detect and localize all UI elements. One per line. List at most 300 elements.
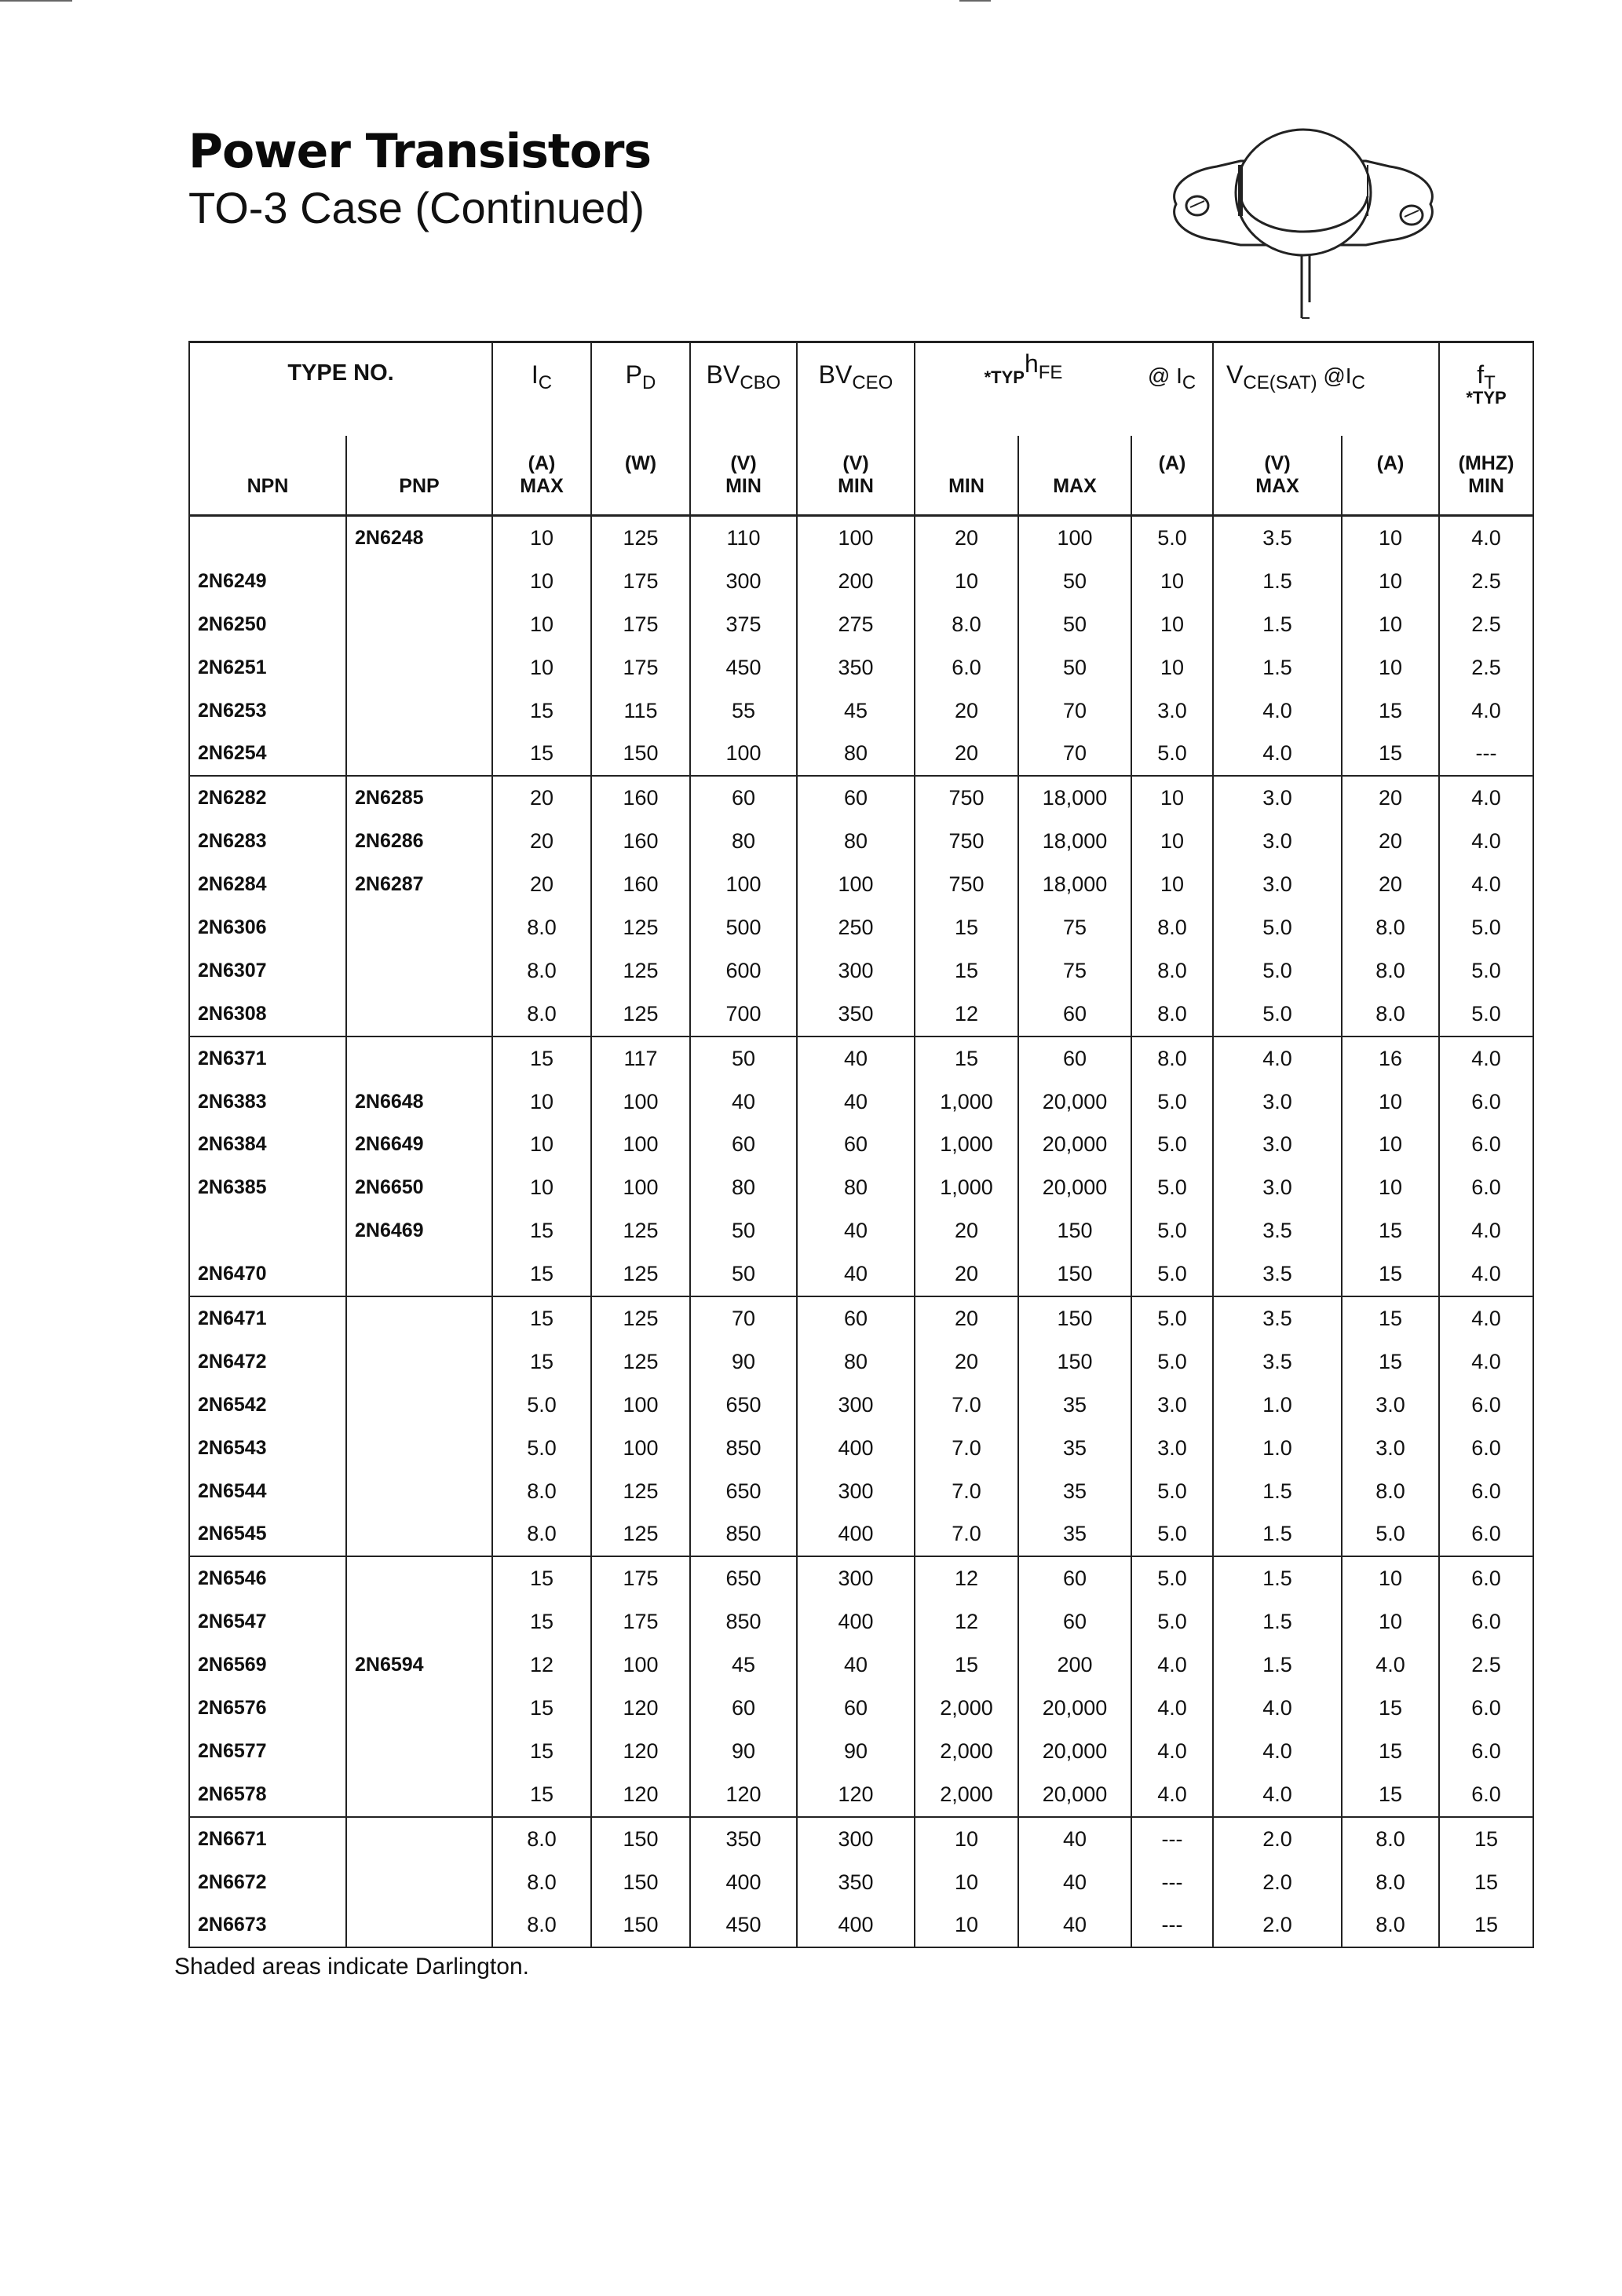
cell-npn: 2N6251 bbox=[189, 646, 346, 689]
cell-ft: 5.0 bbox=[1439, 993, 1533, 1036]
unit-vce-sat: (V) bbox=[1213, 436, 1342, 475]
cell-vce-ic: 8.0 bbox=[1342, 993, 1439, 1036]
cell-pnp bbox=[346, 732, 492, 776]
cell-pd: 150 bbox=[591, 1861, 690, 1904]
cell-bvceo: 40 bbox=[797, 1036, 915, 1080]
cell-pnp bbox=[346, 993, 492, 1036]
cell-bvceo: 100 bbox=[797, 863, 915, 906]
limit-hfe-max: MAX bbox=[1018, 475, 1131, 516]
cell-ic: 10 bbox=[492, 1166, 591, 1209]
cell-hfe-max: 40 bbox=[1018, 1817, 1131, 1861]
cell-ft: 6.0 bbox=[1439, 1470, 1533, 1513]
cell-vce-ic: 8.0 bbox=[1342, 1817, 1439, 1861]
cell-npn: 2N6544 bbox=[189, 1470, 346, 1513]
unit-pd: (W) bbox=[591, 436, 690, 475]
cell-vce-ic: 8.0 bbox=[1342, 1470, 1439, 1513]
table-row bbox=[189, 1512, 1533, 1556]
cell-hfe-max: 70 bbox=[1018, 732, 1131, 776]
table-row bbox=[189, 1296, 1533, 1340]
cell-npn: 2N6569 bbox=[189, 1643, 346, 1687]
cell-hfe-max: 20,000 bbox=[1018, 1773, 1131, 1817]
cell-hfe-max: 150 bbox=[1018, 1340, 1131, 1384]
unit-ft: (MHZ) bbox=[1439, 436, 1533, 475]
cell-bvceo: 400 bbox=[797, 1600, 915, 1643]
cell-bvceo: 300 bbox=[797, 1556, 915, 1600]
cell-ic: 10 bbox=[492, 646, 591, 689]
cell-at-ic: 5.0 bbox=[1131, 1209, 1213, 1252]
cell-ic: 8.0 bbox=[492, 1512, 591, 1556]
cell-bvcbo: 110 bbox=[690, 516, 797, 560]
header-blank bbox=[189, 436, 346, 475]
table-row bbox=[189, 1166, 1533, 1209]
cell-vce-ic: 10 bbox=[1342, 1080, 1439, 1124]
cell-bvceo: 300 bbox=[797, 1817, 915, 1861]
cell-hfe-min: 7.0 bbox=[915, 1512, 1018, 1556]
cell-npn: 2N6284 bbox=[189, 863, 346, 906]
table-row bbox=[189, 516, 1533, 560]
table-row bbox=[189, 1123, 1533, 1166]
cell-ft: 4.0 bbox=[1439, 1296, 1533, 1340]
cell-vce-ic: 8.0 bbox=[1342, 906, 1439, 949]
cell-bvcbo: 300 bbox=[690, 560, 797, 603]
cell-npn: 2N6307 bbox=[189, 949, 346, 993]
cell-at-ic: --- bbox=[1131, 1861, 1213, 1904]
table-row bbox=[189, 1209, 1533, 1252]
cell-hfe-max: 18,000 bbox=[1018, 863, 1131, 906]
cell-pd: 120 bbox=[591, 1730, 690, 1773]
cell-bvceo: 45 bbox=[797, 689, 915, 733]
cell-bvceo: 300 bbox=[797, 1470, 915, 1513]
cell-vce-ic: 15 bbox=[1342, 1773, 1439, 1817]
cell-bvcbo: 70 bbox=[690, 1296, 797, 1340]
cell-at-ic: 5.0 bbox=[1131, 1296, 1213, 1340]
footnote: Shaded areas indicate Darlington. bbox=[174, 1954, 529, 1980]
cell-vce-ic: 16 bbox=[1342, 1036, 1439, 1080]
cell-hfe-max: 35 bbox=[1018, 1427, 1131, 1470]
cell-at-ic: 5.0 bbox=[1131, 1080, 1213, 1124]
cell-pnp bbox=[346, 1036, 492, 1080]
limit-ft: MIN bbox=[1439, 475, 1533, 516]
cell-ic: 8.0 bbox=[492, 1817, 591, 1861]
cell-hfe-max: 20,000 bbox=[1018, 1166, 1131, 1209]
cell-at-ic: 5.0 bbox=[1131, 1470, 1213, 1513]
cell-ft: 6.0 bbox=[1439, 1556, 1533, 1600]
table-row bbox=[189, 1600, 1533, 1643]
cell-pd: 117 bbox=[591, 1036, 690, 1080]
cell-vce-ic: 10 bbox=[1342, 603, 1439, 646]
cell-vce-ic: 4.0 bbox=[1342, 1643, 1439, 1687]
cell-hfe-min: 750 bbox=[915, 820, 1018, 863]
cell-hfe-max: 150 bbox=[1018, 1209, 1131, 1252]
cell-bvcbo: 850 bbox=[690, 1512, 797, 1556]
cell-vce-sat: 2.0 bbox=[1213, 1817, 1342, 1861]
cell-bvcbo: 80 bbox=[690, 820, 797, 863]
cell-vce-sat: 3.0 bbox=[1213, 776, 1342, 820]
cell-npn: 2N6577 bbox=[189, 1730, 346, 1773]
table-row bbox=[189, 1730, 1533, 1773]
cell-ft: 6.0 bbox=[1439, 1730, 1533, 1773]
unit-bvcbo: (V) bbox=[690, 436, 797, 475]
cell-pd: 175 bbox=[591, 1556, 690, 1600]
cell-hfe-max: 150 bbox=[1018, 1296, 1131, 1340]
cell-pd: 100 bbox=[591, 1080, 690, 1124]
cell-vce-sat: 2.0 bbox=[1213, 1904, 1342, 1948]
cell-ic: 15 bbox=[492, 1600, 591, 1643]
cell-hfe-max: 100 bbox=[1018, 516, 1131, 560]
header-bvcbo: $BV_{CBO}$ bbox=[690, 342, 797, 437]
cell-bvceo: 400 bbox=[797, 1427, 915, 1470]
cell-pnp bbox=[346, 1296, 492, 1340]
cell-bvcbo: 60 bbox=[690, 1123, 797, 1166]
cell-bvcbo: 500 bbox=[690, 906, 797, 949]
cell-pd: 160 bbox=[591, 776, 690, 820]
cell-ft: 5.0 bbox=[1439, 949, 1533, 993]
cell-npn: 2N6470 bbox=[189, 1252, 346, 1296]
cell-bvceo: 60 bbox=[797, 1687, 915, 1730]
cell-hfe-min: 1,000 bbox=[915, 1080, 1018, 1124]
cell-hfe-max: 150 bbox=[1018, 1252, 1131, 1296]
cell-at-ic: 10 bbox=[1131, 863, 1213, 906]
cell-hfe-min: 15 bbox=[915, 1643, 1018, 1687]
table-row bbox=[189, 1427, 1533, 1470]
table-row bbox=[189, 646, 1533, 689]
cell-bvcbo: 400 bbox=[690, 1861, 797, 1904]
table-row bbox=[189, 1643, 1533, 1687]
cell-bvcbo: 50 bbox=[690, 1209, 797, 1252]
cell-bvceo: 400 bbox=[797, 1904, 915, 1948]
cell-pnp bbox=[346, 1861, 492, 1904]
cell-hfe-max: 60 bbox=[1018, 993, 1131, 1036]
header-pnp: PNP bbox=[346, 475, 492, 516]
header-at-ic: @ $I_C$ bbox=[1131, 342, 1213, 437]
cell-ft: 4.0 bbox=[1439, 1209, 1533, 1252]
cell-hfe-min: 7.0 bbox=[915, 1427, 1018, 1470]
cell-at-ic: 5.0 bbox=[1131, 1340, 1213, 1384]
cell-vce-sat: 1.5 bbox=[1213, 1643, 1342, 1687]
cell-at-ic: 8.0 bbox=[1131, 993, 1213, 1036]
table-row bbox=[189, 1904, 1533, 1948]
cell-ic: 15 bbox=[492, 1209, 591, 1252]
cell-pnp bbox=[346, 1687, 492, 1730]
header-type-no: TYPE NO. bbox=[189, 342, 492, 437]
cell-at-ic: 5.0 bbox=[1131, 1556, 1213, 1600]
cell-ic: 15 bbox=[492, 1556, 591, 1600]
cell-pnp: 2N6648 bbox=[346, 1080, 492, 1124]
cell-bvcbo: 50 bbox=[690, 1252, 797, 1296]
cell-ic: 10 bbox=[492, 1080, 591, 1124]
cell-hfe-min: 6.0 bbox=[915, 646, 1018, 689]
cell-bvceo: 60 bbox=[797, 1296, 915, 1340]
cell-vce-sat: 5.0 bbox=[1213, 993, 1342, 1036]
cell-pnp bbox=[346, 1252, 492, 1296]
cell-hfe-max: 60 bbox=[1018, 1556, 1131, 1600]
cell-hfe-min: 15 bbox=[915, 1036, 1018, 1080]
cell-hfe-min: 12 bbox=[915, 1600, 1018, 1643]
cell-npn bbox=[189, 1209, 346, 1252]
cell-at-ic: 10 bbox=[1131, 560, 1213, 603]
cell-bvceo: 200 bbox=[797, 560, 915, 603]
cell-vce-sat: 4.0 bbox=[1213, 1730, 1342, 1773]
cell-pd: 100 bbox=[591, 1384, 690, 1427]
table-row bbox=[189, 1773, 1533, 1817]
cell-bvcbo: 55 bbox=[690, 689, 797, 733]
table-row bbox=[189, 732, 1533, 776]
cell-hfe-min: 750 bbox=[915, 776, 1018, 820]
cell-ft: 4.0 bbox=[1439, 863, 1533, 906]
cell-pnp: 2N6650 bbox=[346, 1166, 492, 1209]
cell-npn: 2N6543 bbox=[189, 1427, 346, 1470]
cell-ic: 15 bbox=[492, 1773, 591, 1817]
cell-pnp bbox=[346, 1340, 492, 1384]
limit-vce-ic bbox=[1342, 475, 1439, 516]
cell-vce-ic: 10 bbox=[1342, 646, 1439, 689]
unit-at-ic: (A) bbox=[1131, 436, 1213, 475]
cell-hfe-max: 50 bbox=[1018, 560, 1131, 603]
limit-at-ic bbox=[1131, 475, 1213, 516]
cell-hfe-min: 1,000 bbox=[915, 1123, 1018, 1166]
table-row bbox=[189, 560, 1533, 603]
cell-npn: 2N6250 bbox=[189, 603, 346, 646]
cell-ic: 15 bbox=[492, 732, 591, 776]
cell-hfe-min: 12 bbox=[915, 993, 1018, 1036]
cell-vce-ic: 20 bbox=[1342, 863, 1439, 906]
cell-ft: 6.0 bbox=[1439, 1427, 1533, 1470]
cell-npn: 2N6471 bbox=[189, 1296, 346, 1340]
cell-at-ic: --- bbox=[1131, 1904, 1213, 1948]
cell-vce-ic: 10 bbox=[1342, 1123, 1439, 1166]
cell-hfe-min: 750 bbox=[915, 863, 1018, 906]
cell-ic: 10 bbox=[492, 603, 591, 646]
cell-pnp bbox=[346, 1556, 492, 1600]
cell-ft: 4.0 bbox=[1439, 820, 1533, 863]
cell-bvcbo: 80 bbox=[690, 1166, 797, 1209]
cell-npn: 2N6542 bbox=[189, 1384, 346, 1427]
cell-vce-sat: 3.5 bbox=[1213, 1252, 1342, 1296]
table-row bbox=[189, 1252, 1533, 1296]
cell-bvceo: 300 bbox=[797, 949, 915, 993]
cell-vce-sat: 1.5 bbox=[1213, 560, 1342, 603]
cell-vce-ic: 8.0 bbox=[1342, 1904, 1439, 1948]
cell-at-ic: 8.0 bbox=[1131, 1036, 1213, 1080]
cell-vce-ic: 8.0 bbox=[1342, 1861, 1439, 1904]
table-row bbox=[189, 1080, 1533, 1124]
cell-ft: 6.0 bbox=[1439, 1166, 1533, 1209]
table-row bbox=[189, 1556, 1533, 1600]
cell-hfe-max: 35 bbox=[1018, 1512, 1131, 1556]
cell-hfe-min: 10 bbox=[915, 1904, 1018, 1948]
table-row bbox=[189, 993, 1533, 1036]
cell-hfe-min: 2,000 bbox=[915, 1687, 1018, 1730]
cell-npn: 2N6546 bbox=[189, 1556, 346, 1600]
cell-pnp bbox=[346, 689, 492, 733]
cell-hfe-min: 20 bbox=[915, 1296, 1018, 1340]
cell-bvceo: 350 bbox=[797, 646, 915, 689]
cell-hfe-max: 40 bbox=[1018, 1904, 1131, 1948]
cell-vce-ic: 10 bbox=[1342, 1166, 1439, 1209]
cell-vce-sat: 3.0 bbox=[1213, 1123, 1342, 1166]
cell-pd: 100 bbox=[591, 1123, 690, 1166]
cell-hfe-max: 18,000 bbox=[1018, 820, 1131, 863]
cell-at-ic: 10 bbox=[1131, 820, 1213, 863]
cell-hfe-min: 7.0 bbox=[915, 1384, 1018, 1427]
cell-ft: 2.5 bbox=[1439, 603, 1533, 646]
cell-at-ic: 5.0 bbox=[1131, 1600, 1213, 1643]
cell-hfe-min: 20 bbox=[915, 1209, 1018, 1252]
table-row bbox=[189, 1470, 1533, 1513]
cell-vce-ic: 15 bbox=[1342, 1209, 1439, 1252]
cell-ic: 20 bbox=[492, 820, 591, 863]
cell-ft: 2.5 bbox=[1439, 560, 1533, 603]
cell-at-ic: 3.0 bbox=[1131, 1384, 1213, 1427]
cell-pd: 100 bbox=[591, 1643, 690, 1687]
cell-hfe-max: 75 bbox=[1018, 949, 1131, 993]
cell-pd: 125 bbox=[591, 949, 690, 993]
table-row bbox=[189, 906, 1533, 949]
cell-npn: 2N6672 bbox=[189, 1861, 346, 1904]
cell-bvceo: 350 bbox=[797, 993, 915, 1036]
cell-bvceo: 100 bbox=[797, 516, 915, 560]
cell-pd: 125 bbox=[591, 1296, 690, 1340]
cell-vce-sat: 1.5 bbox=[1213, 1470, 1342, 1513]
cell-ic: 10 bbox=[492, 1123, 591, 1166]
cell-at-ic: 3.0 bbox=[1131, 1427, 1213, 1470]
cell-npn: 2N6282 bbox=[189, 776, 346, 820]
cell-pnp bbox=[346, 1817, 492, 1861]
header-ic: $I_C$ bbox=[492, 342, 591, 437]
cell-npn: 2N6576 bbox=[189, 1687, 346, 1730]
cell-pd: 125 bbox=[591, 516, 690, 560]
cell-pd: 120 bbox=[591, 1773, 690, 1817]
cell-npn: 2N6673 bbox=[189, 1904, 346, 1948]
cell-pd: 125 bbox=[591, 1340, 690, 1384]
cell-bvcbo: 650 bbox=[690, 1470, 797, 1513]
cell-vce-sat: 5.0 bbox=[1213, 906, 1342, 949]
cell-hfe-max: 60 bbox=[1018, 1600, 1131, 1643]
cell-ft: 4.0 bbox=[1439, 1036, 1533, 1080]
cell-bvcbo: 450 bbox=[690, 646, 797, 689]
header-pd: $P_D$ bbox=[591, 342, 690, 437]
cell-hfe-min: 10 bbox=[915, 1861, 1018, 1904]
cell-ic: 5.0 bbox=[492, 1427, 591, 1470]
cell-pd: 125 bbox=[591, 1470, 690, 1513]
cell-pnp: 2N6286 bbox=[346, 820, 492, 863]
cell-vce-sat: 4.0 bbox=[1213, 1687, 1342, 1730]
cell-at-ic: 8.0 bbox=[1131, 906, 1213, 949]
cell-pnp: 2N6594 bbox=[346, 1643, 492, 1687]
cell-at-ic: 4.0 bbox=[1131, 1730, 1213, 1773]
cell-hfe-min: 20 bbox=[915, 689, 1018, 733]
cell-pnp bbox=[346, 1600, 492, 1643]
limit-vce-sat: MAX bbox=[1213, 475, 1342, 516]
cell-pnp bbox=[346, 1384, 492, 1427]
cell-pd: 150 bbox=[591, 732, 690, 776]
limit-pd bbox=[591, 475, 690, 516]
cell-bvcbo: 350 bbox=[690, 1817, 797, 1861]
cell-hfe-min: 7.0 bbox=[915, 1470, 1018, 1513]
cell-pnp: 2N6248 bbox=[346, 516, 492, 560]
cell-npn: 2N6547 bbox=[189, 1600, 346, 1643]
cell-vce-sat: 1.5 bbox=[1213, 603, 1342, 646]
cell-at-ic: 5.0 bbox=[1131, 516, 1213, 560]
cell-ft: 15 bbox=[1439, 1817, 1533, 1861]
cell-bvceo: 80 bbox=[797, 1340, 915, 1384]
cell-bvcbo: 850 bbox=[690, 1600, 797, 1643]
cell-pnp bbox=[346, 1730, 492, 1773]
unit-vce-ic: (A) bbox=[1342, 436, 1439, 475]
cell-pd: 125 bbox=[591, 1209, 690, 1252]
cell-pd: 125 bbox=[591, 1512, 690, 1556]
limit-bvceo: MIN bbox=[797, 475, 915, 516]
cell-vce-sat: 4.0 bbox=[1213, 1036, 1342, 1080]
cell-at-ic: 5.0 bbox=[1131, 1123, 1213, 1166]
cell-ic: 15 bbox=[492, 1730, 591, 1773]
cell-pnp: 2N6287 bbox=[346, 863, 492, 906]
cell-hfe-max: 20,000 bbox=[1018, 1123, 1131, 1166]
cell-pd: 160 bbox=[591, 820, 690, 863]
cell-at-ic: 10 bbox=[1131, 776, 1213, 820]
cell-ic: 8.0 bbox=[492, 1904, 591, 1948]
cell-bvceo: 80 bbox=[797, 732, 915, 776]
cell-vce-sat: 3.0 bbox=[1213, 863, 1342, 906]
cell-bvcbo: 650 bbox=[690, 1556, 797, 1600]
cell-ic: 15 bbox=[492, 1340, 591, 1384]
cell-bvceo: 80 bbox=[797, 820, 915, 863]
cell-pd: 150 bbox=[591, 1817, 690, 1861]
cell-ic: 15 bbox=[492, 1687, 591, 1730]
cell-vce-sat: 1.5 bbox=[1213, 1556, 1342, 1600]
cell-at-ic: 3.0 bbox=[1131, 689, 1213, 733]
cell-npn: 2N6472 bbox=[189, 1340, 346, 1384]
cell-ft: 6.0 bbox=[1439, 1384, 1533, 1427]
cell-ft: 4.0 bbox=[1439, 516, 1533, 560]
cell-ic: 20 bbox=[492, 776, 591, 820]
cell-pnp bbox=[346, 560, 492, 603]
cell-vce-sat: 3.0 bbox=[1213, 820, 1342, 863]
cell-bvcbo: 600 bbox=[690, 949, 797, 993]
cell-npn: 2N6545 bbox=[189, 1512, 346, 1556]
cell-vce-sat: 3.5 bbox=[1213, 1209, 1342, 1252]
cell-hfe-max: 200 bbox=[1018, 1643, 1131, 1687]
table-row bbox=[189, 689, 1533, 733]
cell-hfe-min: 10 bbox=[915, 1817, 1018, 1861]
cell-at-ic: 4.0 bbox=[1131, 1773, 1213, 1817]
cell-npn: 2N6671 bbox=[189, 1817, 346, 1861]
cell-hfe-max: 50 bbox=[1018, 646, 1131, 689]
header-vce-sat: $V_{CE(SAT)}$ $@I_C$ bbox=[1213, 342, 1439, 437]
cell-ic: 10 bbox=[492, 516, 591, 560]
cell-ft: 6.0 bbox=[1439, 1687, 1533, 1730]
cell-hfe-max: 70 bbox=[1018, 689, 1131, 733]
cell-vce-ic: 20 bbox=[1342, 776, 1439, 820]
cell-pnp bbox=[346, 1427, 492, 1470]
header-hfe: *TYPhFE bbox=[915, 342, 1131, 437]
cell-hfe-max: 20,000 bbox=[1018, 1687, 1131, 1730]
cell-vce-sat: 1.5 bbox=[1213, 1512, 1342, 1556]
cell-ic: 15 bbox=[492, 1296, 591, 1340]
cell-ft: 6.0 bbox=[1439, 1123, 1533, 1166]
cell-npn: 2N6371 bbox=[189, 1036, 346, 1080]
cell-npn: 2N6254 bbox=[189, 732, 346, 776]
cell-pnp bbox=[346, 646, 492, 689]
table-row bbox=[189, 1036, 1533, 1080]
cell-ic: 15 bbox=[492, 689, 591, 733]
cell-vce-ic: 10 bbox=[1342, 560, 1439, 603]
cell-bvceo: 60 bbox=[797, 776, 915, 820]
cell-hfe-min: 20 bbox=[915, 1340, 1018, 1384]
cell-vce-ic: 15 bbox=[1342, 1340, 1439, 1384]
cell-pd: 120 bbox=[591, 1687, 690, 1730]
table-row bbox=[189, 1817, 1533, 1861]
